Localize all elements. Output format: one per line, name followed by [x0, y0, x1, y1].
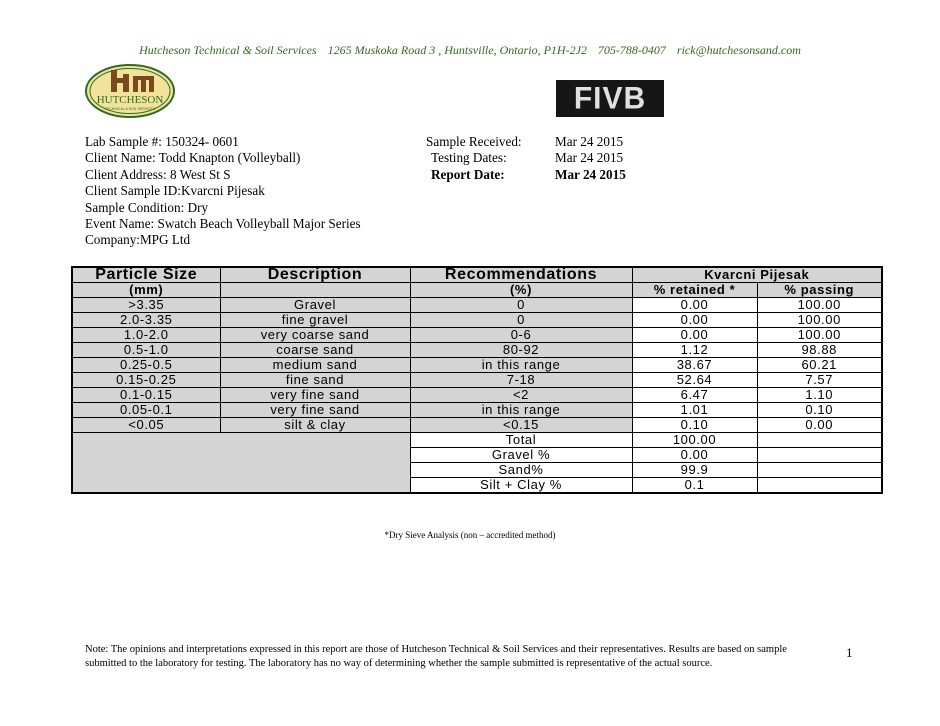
table-row [72, 343, 882, 358]
cell-retained: 52.64 [632, 373, 757, 388]
cell-passing: 60.21 [757, 358, 882, 373]
cell-size: >3.35 [72, 298, 220, 313]
cell-retained: 0.00 [632, 328, 757, 343]
report-date-label: Report Date: [431, 166, 505, 182]
summary-blank-block [72, 433, 410, 494]
cell-description: fine gravel [220, 313, 410, 328]
lab-sample-number: Lab Sample #: 150324- 0601 [85, 134, 239, 149]
fivb-logo-icon [556, 80, 664, 117]
sieve-analysis-table [71, 266, 883, 494]
cell-description: silt & clay [220, 418, 410, 433]
summary-empty [757, 463, 882, 478]
cell-description: very fine sand [220, 403, 410, 418]
cell-size: 0.25-0.5 [72, 358, 220, 373]
footnote: *Dry Sieve Analysis (non – accredited method) [384, 530, 556, 540]
cell-size: 1.0-2.0 [72, 328, 220, 343]
report-date-row [426, 167, 626, 183]
summary-label: Sand% [410, 463, 632, 478]
cell-retained: 0.00 [632, 313, 757, 328]
summary-empty [757, 448, 882, 463]
hutcheson-logo-icon [85, 64, 175, 118]
header-particle-size: Particle Size [72, 267, 220, 283]
svg-text:TECHNICAL & SOIL SERVICES: TECHNICAL & SOIL SERVICES [104, 107, 156, 111]
company-name: Hutcheson Technical & Soil Services [139, 43, 317, 57]
summary-value: 100.00 [632, 433, 757, 448]
table-row [72, 403, 882, 418]
client-name: Client Name: Todd Knapton (Volleyball) [85, 150, 301, 166]
summary-label: Total [410, 433, 632, 448]
date-info [426, 134, 626, 183]
cell-size: <0.05 [72, 418, 220, 433]
summary-empty [757, 433, 882, 448]
cell-size: 2.0-3.35 [72, 313, 220, 328]
table-row [72, 388, 882, 403]
cell-passing: 100.00 [757, 298, 882, 313]
cell-recommendation: 0-6 [410, 328, 632, 343]
summary-empty [757, 478, 882, 494]
cell-description: very fine sand [220, 388, 410, 403]
table-row [72, 358, 882, 373]
cell-passing: 0.00 [757, 418, 882, 433]
summary-value: 0.1 [632, 478, 757, 494]
disclaimer-note: Note: The opinions and interpretations expressed in this report are those of Hutcheson Technical & Soil Services and their representatives. Results are based on sample submitted to the laboratory for testing. The laboratory has no way of determining whether the sample submitted is representative of the actual source. [85, 644, 787, 669]
table-header-row [72, 267, 882, 283]
cell-description: fine sand [220, 373, 410, 388]
cell-retained: 1.12 [632, 343, 757, 358]
cell-size: 0.5-1.0 [72, 343, 220, 358]
cell-passing: 100.00 [757, 328, 882, 343]
summary-row-total [72, 433, 882, 448]
sample-info [85, 134, 361, 249]
sample-received-value: Mar 24 2015 [555, 134, 624, 149]
cell-description: very coarse sand [220, 328, 410, 343]
cell-retained: 6.47 [632, 388, 757, 403]
sample-received-row [426, 134, 626, 150]
summary-label: Silt + Clay % [410, 478, 632, 494]
table-row [72, 328, 882, 343]
cell-recommendation: 0 [410, 298, 632, 313]
page-number: 1 [846, 645, 853, 660]
company: Company:MPG Ltd [85, 232, 191, 248]
summary-value: 0.00 [632, 448, 757, 463]
summary-value: 99.9 [632, 463, 757, 478]
table-row [72, 418, 882, 433]
cell-retained: 38.67 [632, 358, 757, 373]
cell-recommendation: <2 [410, 388, 632, 403]
table-row [72, 313, 882, 328]
cell-recommendation: in this range [410, 403, 632, 418]
company-address: 1265 Muskoka Road 3 , Huntsville, Ontario, P1H-2J2 [327, 43, 587, 57]
company-email: rick@hutchesonsand.com [676, 43, 801, 57]
cell-retained: 0.00 [632, 298, 757, 313]
testing-dates-row [426, 150, 626, 166]
fivb-logo-text: FIVB [573, 80, 647, 116]
cell-passing: 98.88 [757, 343, 882, 358]
sample-received-label: Sample Received: [426, 134, 522, 149]
testing-dates-label: Testing Dates: [431, 150, 507, 166]
header-blank [220, 283, 410, 298]
cell-recommendation: 0 [410, 313, 632, 328]
header-mm: (mm) [72, 283, 220, 298]
letterhead [0, 43, 940, 58]
cell-passing: 1.10 [757, 388, 882, 403]
cell-recommendation: 80-92 [410, 343, 632, 358]
cell-size: 0.1-0.15 [72, 388, 220, 403]
table-row [72, 373, 882, 388]
svg-text:HUTCHESON: HUTCHESON [96, 94, 164, 106]
cell-description: coarse sand [220, 343, 410, 358]
header-sample-name: Kvarcni Pijesak [632, 267, 882, 283]
cell-recommendation: in this range [410, 358, 632, 373]
cell-recommendation: <0.15 [410, 418, 632, 433]
header-recommendations: Recommendations [410, 267, 632, 283]
cell-passing: 0.10 [757, 403, 882, 418]
cell-description: Gravel [220, 298, 410, 313]
company-phone: 705-788-0407 [597, 43, 666, 57]
header-description: Description [220, 267, 410, 283]
cell-size: 0.15-0.25 [72, 373, 220, 388]
header-pct: (%) [410, 283, 632, 298]
cell-retained: 0.10 [632, 418, 757, 433]
client-address: Client Address: 8 West St S [85, 166, 231, 182]
table-subheader-row [72, 283, 882, 298]
report-date-value: Mar 24 2015 [555, 166, 626, 182]
cell-recommendation: 7-18 [410, 373, 632, 388]
cell-size: 0.05-0.1 [72, 403, 220, 418]
cell-passing: 7.57 [757, 373, 882, 388]
testing-dates-value: Mar 24 2015 [555, 150, 624, 166]
summary-label: Gravel % [410, 448, 632, 463]
cell-passing: 100.00 [757, 313, 882, 328]
table-row [72, 298, 882, 313]
cell-description: medium sand [220, 358, 410, 373]
header-passing: % passing [757, 283, 882, 298]
sample-condition: Sample Condition: Dry [85, 199, 209, 215]
header-retained: % retained * [632, 283, 757, 298]
event-name: Event Name: Swatch Beach Volleyball Major Series [85, 216, 361, 232]
client-sample-id: Client Sample ID:Kvarcni Pijesak [85, 183, 265, 199]
cell-retained: 1.01 [632, 403, 757, 418]
